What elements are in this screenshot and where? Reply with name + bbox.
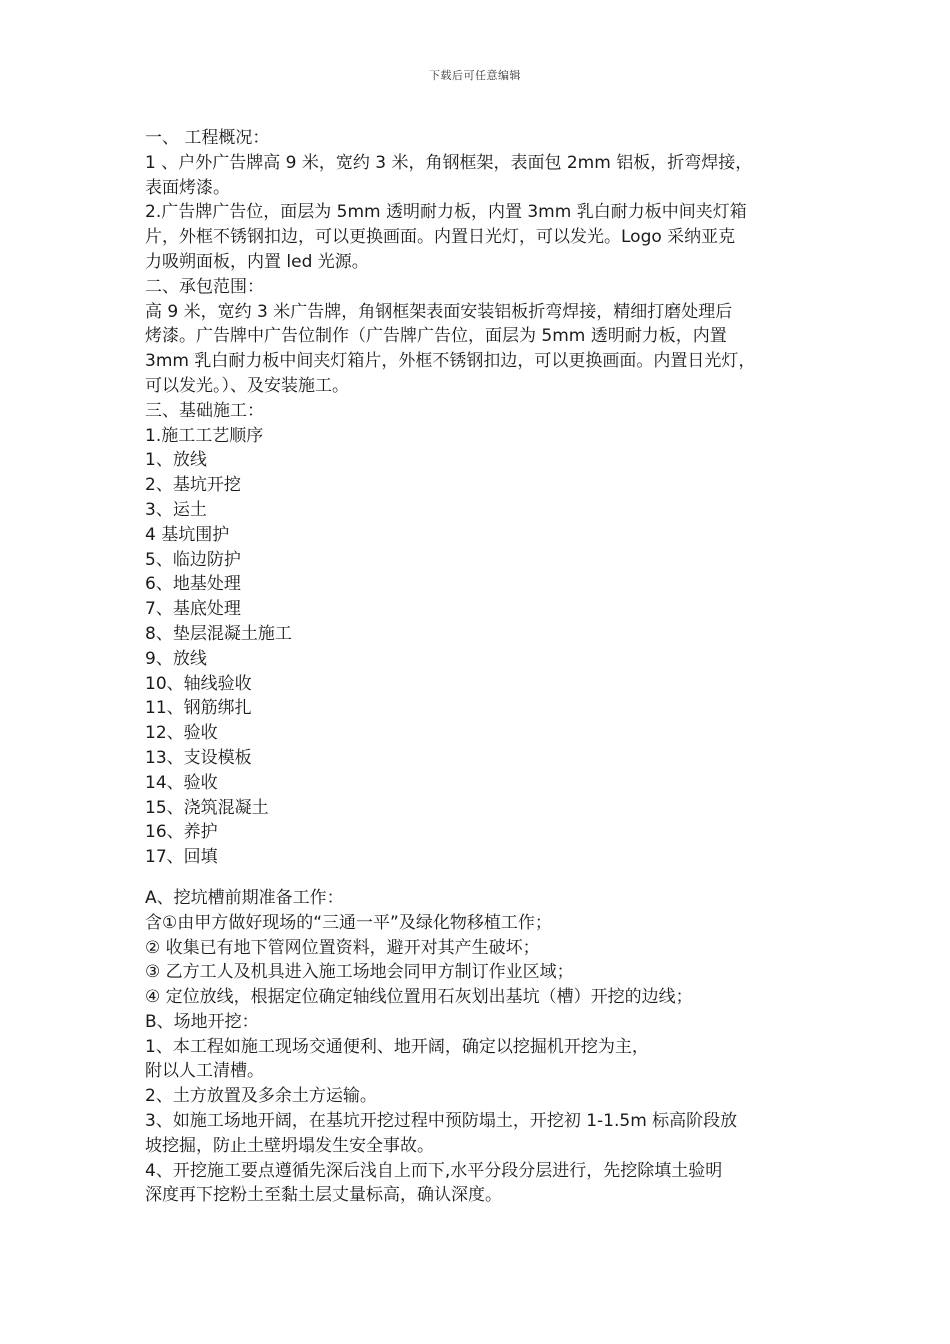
text-line: 1、本工程如施工现场交通便利、地开阔，确定以挖掘机开挖为主，: [145, 1036, 649, 1057]
text-line: 12、验收: [145, 723, 218, 744]
text-line: ③ 乙方工人及机具进入施工场地会同甲方制订作业区域；: [145, 962, 574, 983]
text-line: 7、基底处理: [145, 599, 241, 620]
text-line: 高 9 米，宽约 3 米广告牌，角钢框架表面安装铝板折弯焊接，精细打磨处理后: [145, 301, 733, 322]
text-line: 含①由甲方做好现场的“三通一平”及绿化物移植工作；: [145, 912, 552, 933]
text-line: 烤漆。广告牌中广告位制作（广告牌广告位，面层为 5mm 透明耐力板，内置: [145, 326, 727, 347]
text-line: 一、 工程概况：: [145, 128, 270, 148]
text-line: 1、放线: [145, 450, 207, 471]
text-line: 3mm 乳白耐力板中间夹灯箱片，外框不锈钢扣边，可以更换画面。内置日光灯，: [145, 351, 756, 372]
text-line: 9、放线: [145, 648, 207, 669]
text-line: 10、轴线验收: [145, 673, 252, 694]
text-line: 深度再下挖粉土至黏土层丈量标高，确认深度。: [145, 1185, 502, 1206]
text-line: B、场地开挖：: [145, 1011, 259, 1032]
text-line: 二、承包范围：: [145, 276, 264, 297]
text-line: 3、运土: [145, 499, 207, 520]
text-line: ④ 定位放线，根据定位确定轴线位置用石灰划出基坑（槽）开挖的边线；: [145, 987, 693, 1008]
text-line: 表面烤漆。: [145, 177, 230, 198]
text-line: 2、基坑开挖: [145, 475, 241, 496]
text-line: 13、支设模板: [145, 747, 252, 768]
text-line: 11、钢筋绑扎: [145, 698, 252, 719]
page-header-note: 下载后可任意编辑: [429, 69, 521, 82]
text-line: 力吸朔面板，内置 led 光源。: [145, 251, 369, 272]
text-line: 1 、户外广告牌高 9 米，宽约 3 米，角钢框架，表面包 2mm 铝板，折弯焊接，: [145, 152, 753, 173]
blank-line: [145, 870, 825, 886]
text-line: 14、验收: [145, 772, 218, 793]
text-line: A、挖坑槽前期准备工作：: [145, 887, 344, 908]
text-line: 附以人工清槽。: [145, 1061, 264, 1082]
text-line: 三、基础施工：: [145, 400, 264, 421]
text-line: 4 基坑围护: [145, 524, 230, 545]
text-line: 片，外框不锈钢扣边，可以更换画面。内置日光灯，可以发光。Logo 采纳亚克: [145, 227, 736, 248]
text-line: 5、临边防护: [145, 549, 241, 570]
text-line: 坡挖掘，防止土壁坍塌发生安全事故。: [145, 1135, 434, 1156]
text-line: 2.广告牌广告位，面层为 5mm 透明耐力板，内置 3mm 乳白耐力板中间夹灯箱: [145, 202, 747, 223]
text-line: 3、如施工场地开阔，在基坑开挖过程中预防塌土，开挖初 1-1.5m 标高阶段放: [145, 1111, 738, 1132]
text-line: 1.施工工艺顺序: [145, 425, 264, 446]
text-line: 17、回填: [145, 847, 218, 868]
text-line: 4、开挖施工要点遵循先深后浅自上而下,水平分段分层进行，先挖除填土验明: [145, 1160, 723, 1181]
text-line: 2、土方放置及多余土方运输。: [145, 1086, 377, 1107]
text-line: 8、垫层混凝土施工: [145, 623, 292, 644]
text-line: 可以发光。）、及安装施工。: [145, 375, 349, 396]
text-line: 6、地基处理: [145, 574, 241, 595]
text-line: ② 收集已有地下管网位置资料，避开对其产生破坏；: [145, 937, 540, 958]
text-line: 16、养护: [145, 822, 218, 843]
text-line: 15、浇筑混凝土: [145, 797, 269, 818]
document-body: [145, 126, 825, 1208]
